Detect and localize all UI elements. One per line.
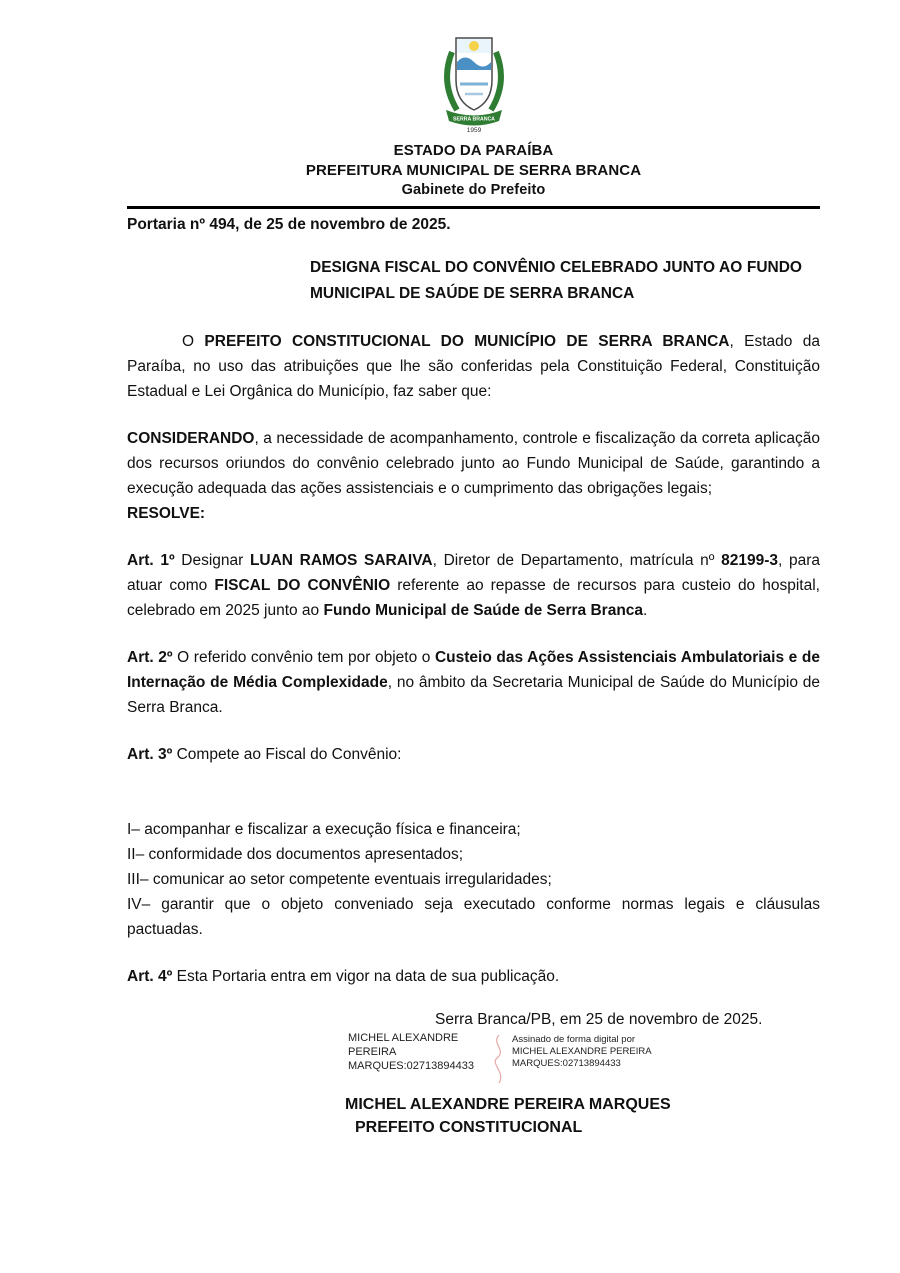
duty-item-3: III– comunicar ao setor competente eventuais irregularidades; bbox=[127, 871, 552, 888]
portaria-title: Portaria nº 494, de 25 de novembro de 2025. bbox=[127, 216, 451, 233]
portaria-summary: DESIGNA FISCAL DO CONVÊNIO CELEBRADO JUNTO AO FUNDO MUNICIPAL DE SAÚDE DE SERRA BRANCA bbox=[310, 259, 802, 302]
duty-item-1: I– acompanhar e fiscalizar a execução física e financeira; bbox=[127, 821, 521, 838]
article-1-paragraph: Art. 1º Designar LUAN RAMOS SARAIVA, Diretor de Departamento, matrícula nº 82199-3, para atuar como FISCAL DO CONVÊNIO referente ao repasse de recursos para custeio do hospital, celebrado em 2025 junto ao Fundo Municipal de Saúde de Serra Branca. bbox=[127, 552, 820, 619]
preamble-paragraph: O PREFEITO CONSTITUCIONAL DO MUNICÍPIO DE SERRA BRANCA, Estado da Paraíba, no uso das atribuições que lhe são conferidas pela Constituição Federal, Constituição Estadual e Lei Orgânica do Município, faz saber que: bbox=[127, 333, 820, 400]
municipal-coat-of-arms-icon bbox=[439, 24, 509, 136]
shield-sun bbox=[469, 41, 479, 51]
header-state: ESTADO DA PARAÍBA bbox=[393, 142, 554, 159]
crest-year-text: 1959 bbox=[466, 127, 481, 134]
signatory-name: MICHEL ALEXANDRE PEREIRA MARQUES bbox=[345, 1096, 671, 1113]
digital-signature-line-1: Assinado de forma digital por bbox=[512, 1034, 636, 1045]
signatory-block bbox=[345, 1093, 820, 1139]
digital-signature-signer: MICHEL ALEXANDRE PEREIRA MARQUES:02713894433 bbox=[348, 1032, 474, 1072]
digital-signature-line-3: MARQUES:02713894433 bbox=[512, 1058, 621, 1069]
header-divider bbox=[127, 206, 820, 209]
article-2-paragraph: Art. 2º O referido convênio tem por objeto o Custeio das Ações Assistenciais Ambulatoriais e de Internação de Média Complexidade, no âmbito da Secretaria Municipal de Saúde do Município de Serra Branca. bbox=[127, 649, 820, 716]
place-date-line: Serra Branca/PB, em 25 de novembro de 2025. bbox=[435, 1011, 763, 1028]
signature-flourish-icon bbox=[486, 1031, 512, 1085]
signatory-role: PREFEITO CONSTITUCIONAL bbox=[355, 1119, 583, 1136]
header-office: Gabinete do Prefeito bbox=[401, 182, 546, 198]
duty-item-4: IV– garantir que o objeto conveniado seja executado conforme normas legais e cláusulas pactuadas. bbox=[127, 896, 820, 938]
duties-list bbox=[127, 817, 820, 942]
digital-signature-details bbox=[512, 1031, 652, 1070]
header-municipality: PREFEITURA MUNICIPAL DE SERRA BRANCA bbox=[305, 162, 642, 179]
resolve-line: RESOLVE: bbox=[127, 505, 206, 522]
digital-signature-block bbox=[348, 1031, 820, 1085]
considerando-paragraph: CONSIDERANDO, a necessidade de acompanhamento, controle e fiscalização da correta aplicação dos recursos oriundos do convênio celebrado junto ao Fundo Municipal de Saúde, garantindo a execução adequada das ações assistenciais e o cumprimento das obrigações legais; bbox=[127, 430, 820, 497]
document-header bbox=[127, 24, 820, 209]
document-body bbox=[127, 215, 820, 989]
duty-item-2: II– conformidade dos documentos apresentados; bbox=[127, 846, 464, 863]
signature-section bbox=[127, 1009, 820, 1139]
article-4-paragraph: Art. 4º Esta Portaria entra em vigor na data de sua publicação. bbox=[127, 968, 560, 985]
article-3-paragraph: Art. 3º Compete ao Fiscal do Convênio: bbox=[127, 746, 402, 763]
crest-banner-text: SERRA BRANCA bbox=[452, 116, 495, 123]
digital-signature-line-2: MICHEL ALEXANDRE PEREIRA bbox=[512, 1046, 652, 1057]
